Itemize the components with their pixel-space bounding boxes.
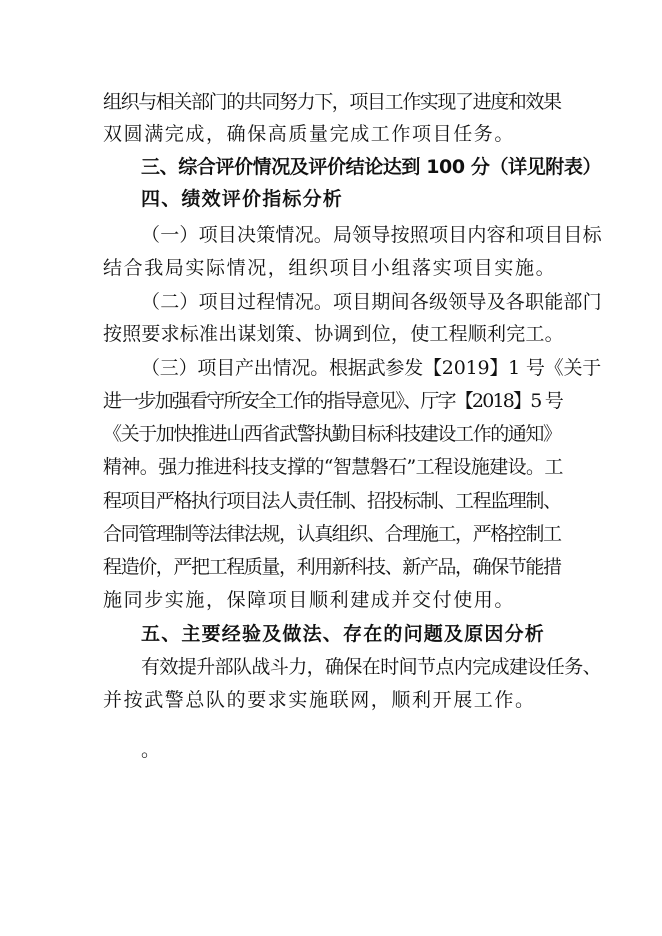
paragraph-line: 双圆满完成，确保高质量完成工作项目任务。 [103, 123, 516, 145]
paragraph-line: 施同步实施，保障项目顺利建成并交付使用。 [103, 589, 516, 611]
paragraph-line: 合同管理制等法律法规，认真组织、合理施工，严格控制工 [103, 523, 561, 545]
paragraph-line: 按照要求标准出谋划策、协调到位，使工程顺利完工。 [103, 323, 564, 345]
paragraph-line: 有效提升部队战斗力，确保在时间节点内完成建设任务、 [141, 656, 602, 678]
section-heading: 五、主要经验及做法、存在的问题及原因分析 [141, 623, 546, 645]
section-heading: 四、绩效评价指标分析 [141, 188, 344, 210]
paragraph-line: 《关于加快推进山西省武警执勤目标科技建设工作的通知》 [103, 423, 561, 445]
paragraph-line: 程项目严格执行项目法人责任制、招投标制、工程监理制、 [103, 490, 561, 512]
paragraph-line: 结合我局实际情况，组织项目小组落实项目实施。 [103, 257, 557, 279]
stray-period: 。 [141, 739, 162, 761]
paragraph-line: 并按武警总队的要求实施联网，顺利开展工作。 [103, 689, 536, 711]
paragraph-line: （二）项目过程情况。项目期间各级领导及各职能部门 [141, 291, 602, 313]
paragraph-line: 精神。强力推进科技支撑的“智慧磐石”工程设施建设。工 [103, 456, 563, 478]
paragraph-line: （三）项目产出情况。根据武参发【2019】1 号《关于 [141, 357, 602, 379]
paragraph-line: （一）项目决策情况。局领导按照项目内容和项目目标 [141, 224, 602, 246]
paragraph-line: 进一步加强看守所安全工作的指导意见》、厅字【2018】5 号 [103, 390, 562, 412]
section-heading: 三、综合评价情况及评价结论达到 100 分（详见附表） [141, 156, 602, 178]
paragraph-line: 组织与相关部门的共同努力下，项目工作实现了进度和效果 [103, 91, 561, 113]
paragraph-line: 程造价，严把工程质量，利用新科技、新产品，确保节能措 [103, 556, 561, 578]
